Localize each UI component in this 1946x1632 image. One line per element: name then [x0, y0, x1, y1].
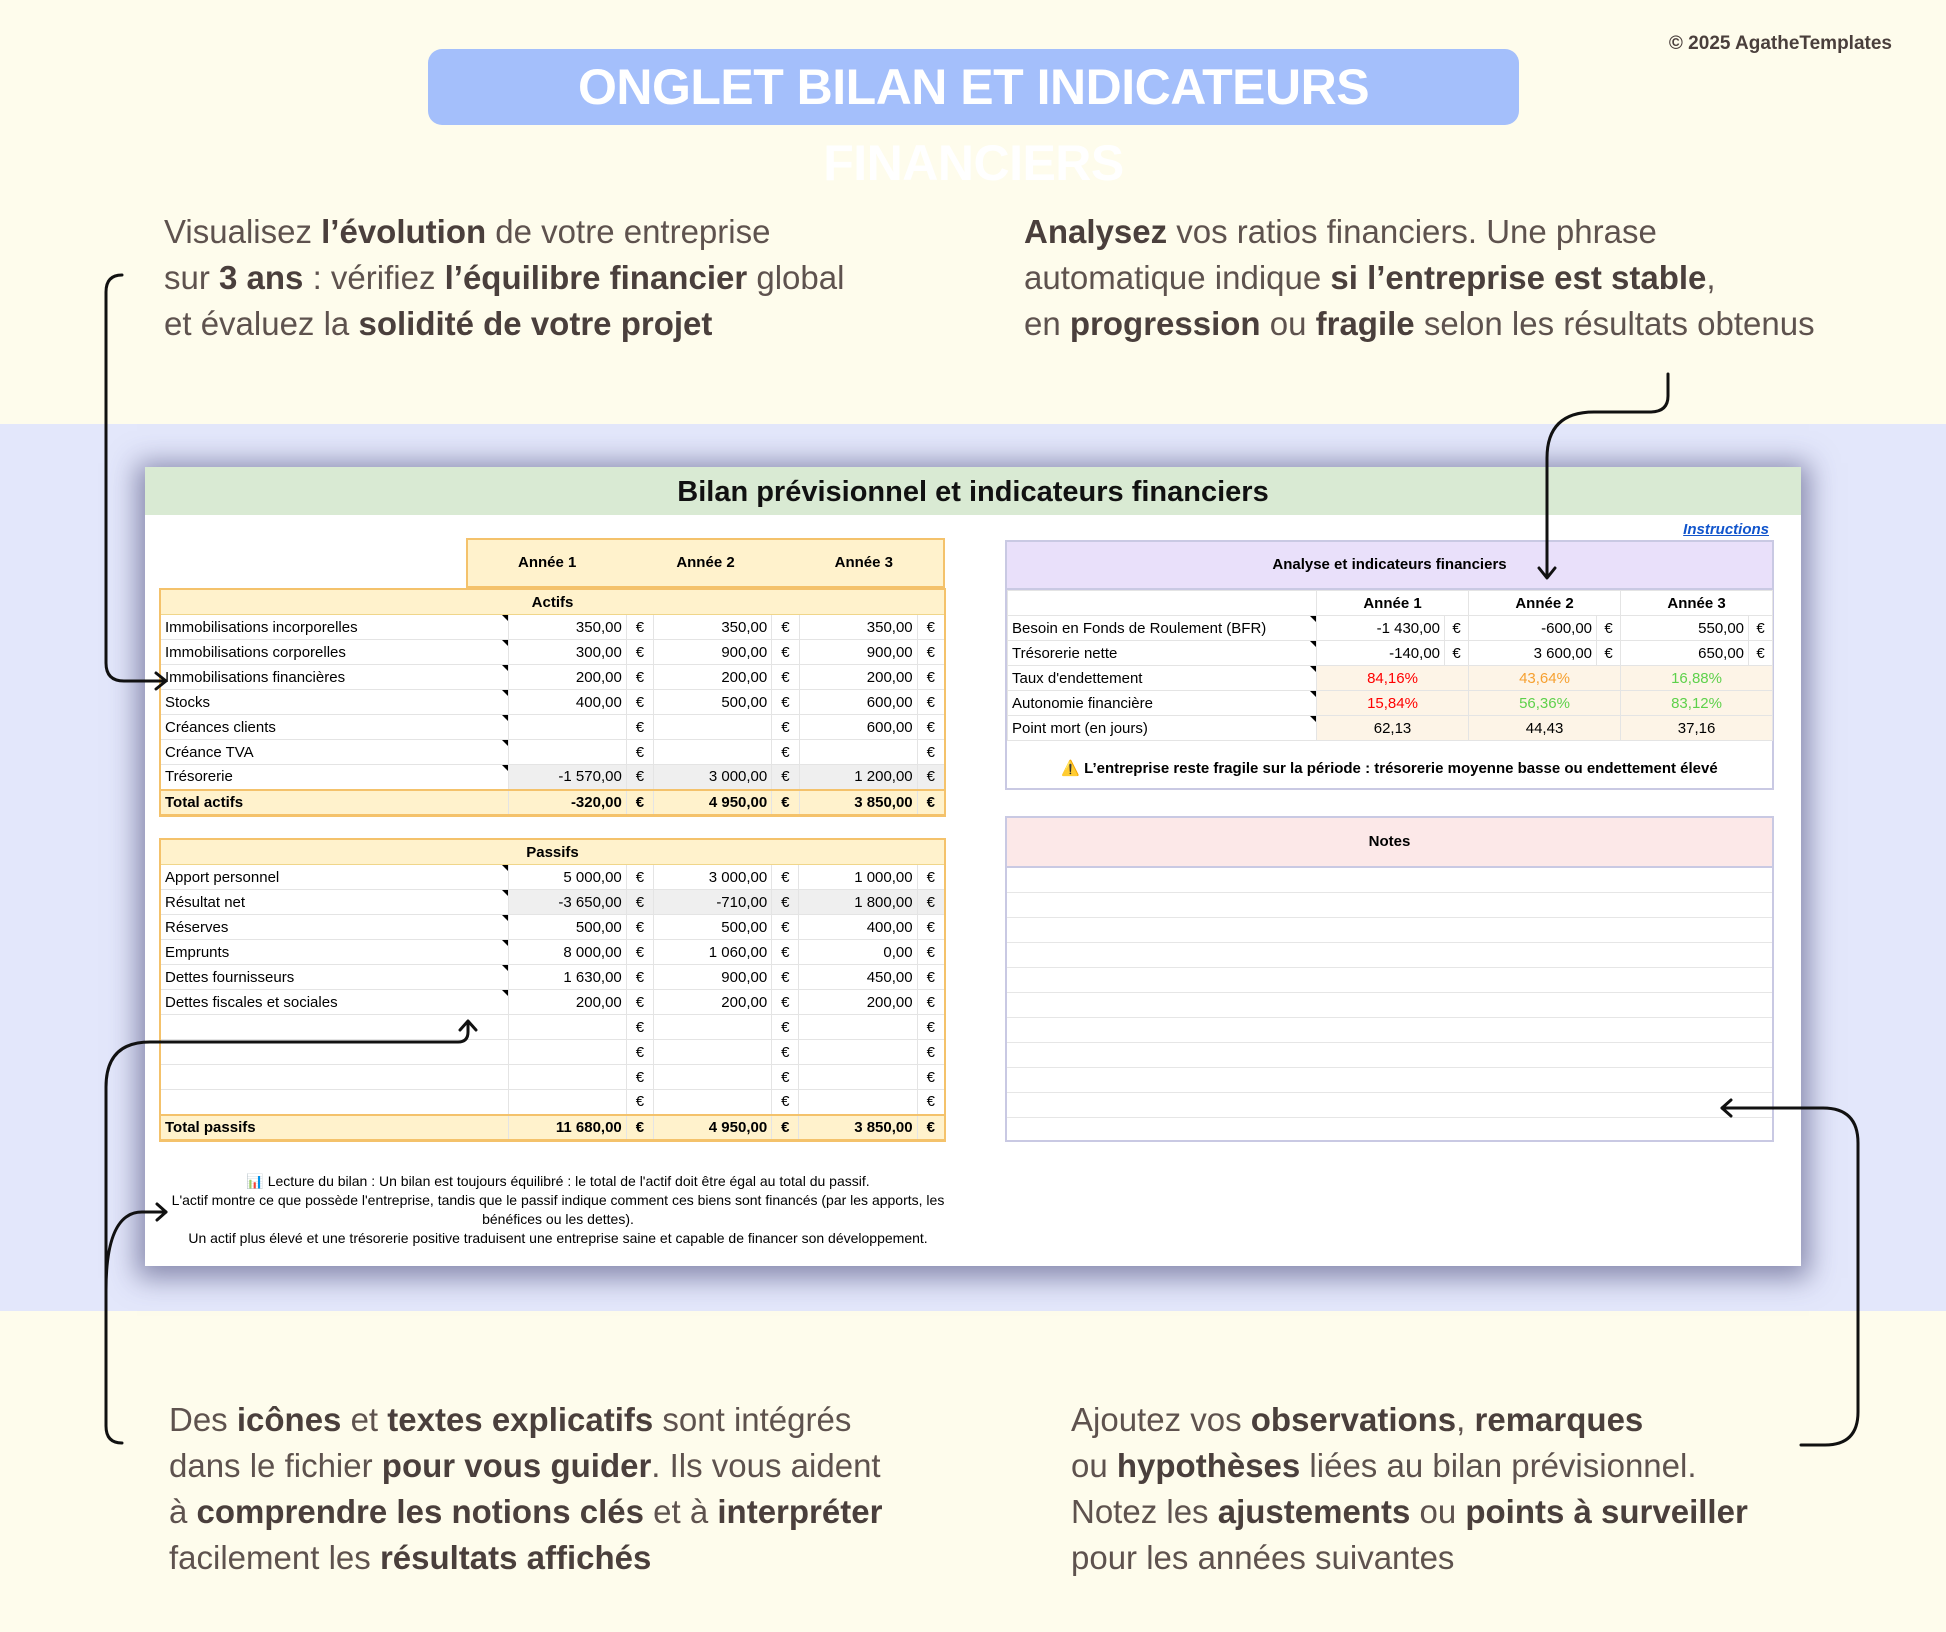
value-cell[interactable]: 1 800,00: [799, 890, 917, 915]
callout-segment: ajustements: [1217, 1493, 1411, 1530]
value-cell[interactable]: 0,00: [799, 940, 917, 965]
value-cell[interactable]: 200,00: [654, 665, 772, 690]
callout-segment: remarques: [1474, 1401, 1644, 1438]
indicator-label: Taux d'endettement: [1008, 666, 1317, 691]
currency-cell: €: [917, 740, 944, 765]
currency-cell: €: [626, 1040, 653, 1065]
callout-segment: automatique indique: [1024, 259, 1331, 296]
currency-cell: €: [917, 990, 944, 1015]
value-cell[interactable]: 450,00: [799, 965, 917, 990]
value-cell[interactable]: 200,00: [508, 665, 626, 690]
value-cell[interactable]: 1 000,00: [799, 865, 917, 890]
callout-segment: Des: [169, 1401, 237, 1438]
value-cell[interactable]: 1 060,00: [654, 940, 772, 965]
value-cell[interactable]: 3 000,00: [654, 765, 772, 790]
callout-segment: sur: [164, 259, 220, 296]
callout-segment: global: [747, 259, 845, 296]
reading-line-1: 📊 Lecture du bilan : Un bilan est toujours équilibré : le total de l'actif doit être égal au total du passif.: [246, 1173, 870, 1189]
currency-cell: €: [772, 790, 799, 815]
value-cell[interactable]: 3 000,00: [654, 865, 772, 890]
currency-cell: €: [917, 1015, 944, 1040]
reading-line-2: L'actif montre ce que possède l'entreprise, tandis que le passif indique comment ces biens sont financés (par les apports, les bénéfices ou les dettes).: [171, 1192, 945, 1227]
value-cell[interactable]: 1 630,00: [508, 965, 626, 990]
indicator-value: 44,43: [1469, 716, 1621, 741]
currency-cell: €: [626, 740, 653, 765]
currency-cell: €: [772, 740, 799, 765]
currency-cell: €: [917, 890, 944, 915]
value-cell[interactable]: 900,00: [654, 965, 772, 990]
currency-cell: €: [626, 940, 653, 965]
callout-segment: l’évolution: [321, 213, 487, 250]
currency-cell: €: [626, 915, 653, 940]
value-cell[interactable]: 300,00: [508, 640, 626, 665]
currency-cell: €: [772, 890, 799, 915]
row-label: Stocks: [161, 690, 509, 715]
year-1-header: Année 1: [517, 554, 577, 571]
currency-cell: €: [772, 665, 799, 690]
indicator-value: 62,13: [1317, 716, 1469, 741]
page-title: ONGLET BILAN ET INDICATEURS FINANCIERS: [428, 49, 1519, 125]
indicator-value: 43,64%: [1469, 666, 1621, 691]
currency-cell: €: [917, 1115, 944, 1140]
value-cell[interactable]: 8 000,00: [508, 940, 626, 965]
currency-cell: €: [772, 690, 799, 715]
arrow-top-left: [106, 275, 165, 681]
total-label: Total passifs: [161, 1115, 509, 1140]
indicator-label: Trésorerie nette: [1008, 641, 1317, 666]
row-label: Créance TVA: [161, 740, 509, 765]
indicator-value: 83,12%: [1621, 691, 1773, 716]
currency-cell: €: [626, 990, 653, 1015]
arrow-mid-left: [106, 1022, 468, 1443]
callout-segment: liées au bilan prévisionnel.: [1300, 1447, 1697, 1484]
currency-cell: €: [917, 940, 944, 965]
callout-segment: à: [169, 1493, 197, 1530]
currency-cell: €: [626, 665, 653, 690]
currency-cell: €: [626, 890, 653, 915]
callout-segment: interpréter: [717, 1493, 883, 1530]
callout-segment: : vérifiez: [303, 259, 445, 296]
callout-segment: ou: [1071, 1447, 1117, 1484]
callout-segment: l’équilibre financier: [444, 259, 748, 296]
row-label: Emprunts: [161, 940, 509, 965]
value-cell[interactable]: 600,00: [799, 715, 917, 740]
currency-cell: €: [626, 1090, 653, 1115]
total-value: 4 950,00: [654, 1115, 772, 1140]
value-cell[interactable]: 500,00: [654, 915, 772, 940]
callout-segment: sont intégrés: [653, 1401, 852, 1438]
notes-header: Notes: [1007, 818, 1772, 868]
currency-cell: €: [917, 765, 944, 790]
currency-cell: €: [626, 1015, 653, 1040]
callout-segment: ,: [1456, 1401, 1475, 1438]
indicator-value: -140,00: [1317, 641, 1445, 666]
indicator-value: 15,84%: [1317, 691, 1469, 716]
callout-segment: hypothèses: [1116, 1447, 1301, 1484]
value-cell[interactable]: 200,00: [508, 990, 626, 1015]
total-value: 11 680,00: [508, 1115, 626, 1140]
analysis-warning: ⚠️ L’entreprise reste fragile sur la période : trésorerie moyenne basse ou endettement élevé: [1061, 760, 1718, 777]
currency-cell: €: [772, 990, 799, 1015]
currency-cell: €: [772, 940, 799, 965]
indicator-label: Autonomie financière: [1008, 691, 1317, 716]
callout-segment: ou: [1410, 1493, 1466, 1530]
value-cell[interactable]: -3 650,00: [508, 890, 626, 915]
value-cell[interactable]: 500,00: [654, 690, 772, 715]
callout-segment: pour les années suivantes: [1071, 1539, 1455, 1576]
callout-segment: vos ratios financiers. Une phrase: [1167, 213, 1657, 250]
row-label: Créances clients: [161, 715, 509, 740]
currency-cell: €: [626, 615, 653, 640]
currency-cell: €: [917, 715, 944, 740]
callout-segment: et à: [644, 1493, 718, 1530]
indicator-label: Point mort (en jours): [1008, 716, 1317, 741]
currency-cell: €: [1445, 616, 1469, 641]
year-2-header: Année 2: [676, 554, 735, 571]
value-cell[interactable]: 600,00: [799, 690, 917, 715]
analysis-year-header: Année 3: [1621, 591, 1773, 616]
indicator-value: 650,00: [1621, 641, 1749, 666]
arrow-bottom-left: [106, 1212, 166, 1290]
callout-segment: icônes: [236, 1401, 342, 1438]
indicator-value: 37,16: [1621, 716, 1773, 741]
total-label: Total actifs: [161, 790, 509, 815]
value-cell[interactable]: 400,00: [508, 690, 626, 715]
value-cell[interactable]: 350,00: [799, 615, 917, 640]
total-value: 4 950,00: [654, 790, 772, 815]
sheet-title: Bilan prévisionnel et indicateurs financiers: [145, 467, 1801, 515]
indicator-value: -1 430,00: [1317, 616, 1445, 641]
analysis-year-header: Année 2: [1469, 591, 1621, 616]
value-cell[interactable]: 200,00: [799, 990, 917, 1015]
indicator-value: 550,00: [1621, 616, 1749, 641]
value-cell[interactable]: 1 200,00: [799, 765, 917, 790]
indicator-value: 3 600,00: [1469, 641, 1597, 666]
callout-segment: comprendre les notions clés: [196, 1493, 644, 1530]
analysis-header: Analyse et indicateurs financiers: [1005, 540, 1774, 590]
value-cell[interactable]: 400,00: [799, 915, 917, 940]
row-label: Immobilisations incorporelles: [161, 615, 509, 640]
currency-cell: €: [917, 640, 944, 665]
callout-segment: . Ils vous aident: [651, 1447, 881, 1484]
callout-segment: 3 ans: [219, 259, 304, 296]
value-cell[interactable]: 200,00: [654, 990, 772, 1015]
row-label: Apport personnel: [161, 865, 509, 890]
total-value: 3 850,00: [799, 790, 917, 815]
indicator-value: -600,00: [1469, 616, 1597, 641]
currency-cell: €: [772, 965, 799, 990]
currency-cell: €: [772, 640, 799, 665]
row-label: Réserves: [161, 915, 509, 940]
currency-cell: €: [626, 1115, 653, 1140]
total-value: 3 850,00: [799, 1115, 917, 1140]
total-value: -320,00: [508, 790, 626, 815]
value-cell[interactable]: 200,00: [799, 665, 917, 690]
currency-cell: €: [772, 915, 799, 940]
currency-cell: €: [917, 665, 944, 690]
value-cell[interactable]: 900,00: [654, 640, 772, 665]
instructions-link[interactable]: Instructions: [1683, 521, 1769, 538]
reading-line-3: Un actif plus élevé et une trésorerie positive traduisent une entreprise saine et capable de financer son développement.: [188, 1230, 928, 1246]
currency-cell: €: [1445, 641, 1469, 666]
currency-cell: €: [626, 1065, 653, 1090]
currency-cell: €: [626, 965, 653, 990]
value-cell[interactable]: -1 570,00: [508, 765, 626, 790]
currency-cell: €: [626, 640, 653, 665]
year-3-header: Année 3: [834, 554, 893, 571]
currency-cell: €: [917, 1090, 944, 1115]
callout-segment: observations: [1250, 1401, 1457, 1438]
row-label: Dettes fiscales et sociales: [161, 990, 509, 1015]
callout-segment: pour vous guider: [381, 1447, 652, 1484]
currency-cell: €: [626, 865, 653, 890]
row-label: Dettes fournisseurs: [161, 965, 509, 990]
currency-cell: €: [917, 1065, 944, 1090]
callout-segment: textes explicatifs: [387, 1401, 654, 1438]
actifs-section-header: Actifs: [161, 590, 945, 615]
row-label: Immobilisations corporelles: [161, 640, 509, 665]
callout-segment: et évaluez la: [164, 305, 359, 342]
callout-segment: résultats affichés: [379, 1539, 652, 1576]
row-label: Trésorerie: [161, 765, 509, 790]
callout-segment: Analysez: [1024, 213, 1168, 250]
currency-cell: €: [626, 765, 653, 790]
currency-cell: €: [772, 1040, 799, 1065]
currency-cell: €: [772, 615, 799, 640]
callout-segment: selon les résultats obtenus: [1414, 305, 1815, 342]
callout-segment: facilement les: [169, 1539, 380, 1576]
currency-cell: €: [1597, 616, 1621, 641]
passifs-section-header: Passifs: [161, 840, 945, 865]
value-cell[interactable]: 900,00: [799, 640, 917, 665]
currency-cell: €: [772, 1090, 799, 1115]
callout-segment: progression: [1069, 305, 1261, 342]
currency-cell: €: [772, 765, 799, 790]
callout-segment: fragile: [1315, 305, 1415, 342]
currency-cell: €: [917, 1040, 944, 1065]
currency-cell: €: [917, 965, 944, 990]
indicator-value: 56,36%: [1469, 691, 1621, 716]
currency-cell: €: [1749, 616, 1773, 641]
currency-cell: €: [626, 715, 653, 740]
callout-segment: Notez les: [1071, 1493, 1218, 1530]
value-cell[interactable]: 5 000,00: [508, 865, 626, 890]
currency-cell: €: [772, 1065, 799, 1090]
callout-segment: Ajoutez vos: [1071, 1401, 1251, 1438]
arrow-top-right: [1547, 374, 1668, 577]
callout-segment: dans le fichier: [169, 1447, 382, 1484]
callout-segment: ou: [1260, 305, 1316, 342]
currency-cell: €: [1597, 641, 1621, 666]
arrow-bottom-right: [1722, 1108, 1858, 1445]
row-label: Résultat net: [161, 890, 509, 915]
currency-cell: €: [917, 790, 944, 815]
callout-segment: en: [1024, 305, 1070, 342]
analysis-year-header: Année 1: [1317, 591, 1469, 616]
row-label: Immobilisations financières: [161, 665, 509, 690]
currency-cell: €: [626, 790, 653, 815]
value-cell[interactable]: 500,00: [508, 915, 626, 940]
currency-cell: €: [917, 690, 944, 715]
value-cell[interactable]: -710,00: [654, 890, 772, 915]
callout-segment: et: [341, 1401, 388, 1438]
callout-segment: points à surveiller: [1465, 1493, 1748, 1530]
callout-segment: de votre entreprise: [486, 213, 771, 250]
callout-segment: Visualisez: [164, 213, 322, 250]
currency-cell: €: [917, 615, 944, 640]
currency-cell: €: [917, 915, 944, 940]
copyright: © 2025 AgatheTemplates: [1668, 33, 1892, 54]
currency-cell: €: [626, 690, 653, 715]
currency-cell: €: [772, 1015, 799, 1040]
currency-cell: €: [772, 715, 799, 740]
currency-cell: €: [772, 865, 799, 890]
currency-cell: €: [772, 1115, 799, 1140]
value-cell[interactable]: 350,00: [654, 615, 772, 640]
value-cell[interactable]: 350,00: [508, 615, 626, 640]
indicator-value: 84,16%: [1317, 666, 1469, 691]
callout-segment: solidité de votre projet: [358, 305, 713, 342]
indicator-label: Besoin en Fonds de Roulement (BFR): [1008, 616, 1317, 641]
callout-segment: ,: [1706, 259, 1716, 296]
currency-cell: €: [917, 865, 944, 890]
indicator-value: 16,88%: [1621, 666, 1773, 691]
callout-segment: si l’entreprise est stable: [1330, 259, 1707, 296]
currency-cell: €: [1749, 641, 1773, 666]
